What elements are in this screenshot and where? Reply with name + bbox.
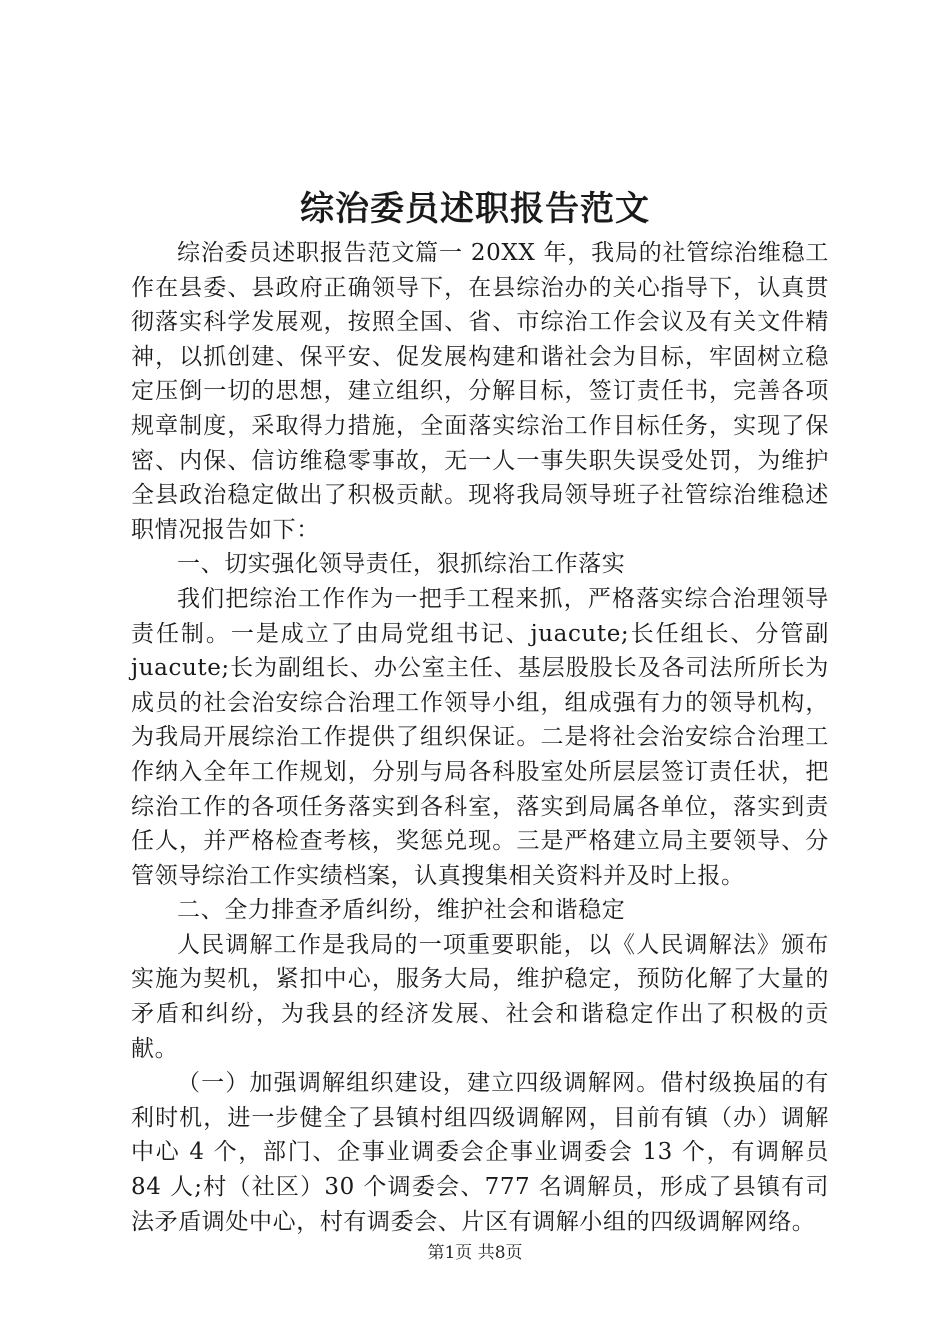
document-title: 综治委员述职报告范文	[300, 189, 650, 229]
section-heading-2: 二、全力排查矛盾纠纷，维护社会和谐稳定	[177, 897, 626, 924]
paragraph-intro: 综治委员述职报告范文篇一 20XX 年，我局的社管综治维稳工作在县委、县政府正确领导下，在县综治办的关心指导下，认真贯彻落实科学发展观，按照全国、省、市综治工作会议及有关文件精神，以抓创建、保平安、促发展构建和谐社会为目标，牢固树立稳定压倒一切的思想，建立组织，分解目标，签订责任书，完善各项规章制度，采取得力措施，全面落实综治工作目标任务，实现了保密、内保、信访维稳零事故，无一人一事失职失误受处罚，为维护全县政治稳定做出了积极贡献。现将我局领导班子社管综治维稳述职情况报告如下：	[131, 240, 829, 543]
paragraph-section-1: 我们把综治工作作为一把手工程来抓，严格落实综合治理领导责任制。一是成立了由局党组书记、juacute;长任组长、分管副 juacute;长为副组长、办公室主任、基层股股长及各司法所所长为成员的社会治安综合治理工作领导小组，组成强有力的领导机构，为我局开展综治工作提供了组织保证。二是将社会治安综合治理工作纳入全年工作规划，分别与局各科股室处所层层签订责任状，把综治工作的各项任务落实到各科室，落实到局属各单位，落实到责任人，并严格检查考核，奖惩兑现。三是严格建立局主要领导、分管领导综治工作实绩档案，认真搜集相关资料并及时上报。	[131, 585, 829, 889]
section-heading-1: 一、切实强化领导责任，狠抓综治工作落实	[177, 551, 626, 578]
paragraph-section-2: 人民调解工作是我局的一项重要职能，以《人民调解法》颁布实施为契机，紧扣中心，服务大局，维护稳定，预防化解了大量的矛盾和纠纷，为我县的经济发展、社会和谐稳定作出了积极的贡献。	[131, 931, 829, 1062]
page-number-footer: 第1页 共8页	[427, 1243, 523, 1263]
document-body	[131, 236, 829, 1239]
paragraph-subsection-1: （一）加强调解组织建设，建立四级调解网。借村级换届的有利时机，进一步健全了县镇村组四级调解网，目前有镇（办）调解中心 4 个，部门、企事业调委会企事业调委会 13 个，有调解员 84 人;村（社区）30 个调委会、777 名调解员，形成了县镇有司法矛盾调处中心，村有调委会、片区有调解小组的四级调解网络。	[131, 1070, 829, 1235]
